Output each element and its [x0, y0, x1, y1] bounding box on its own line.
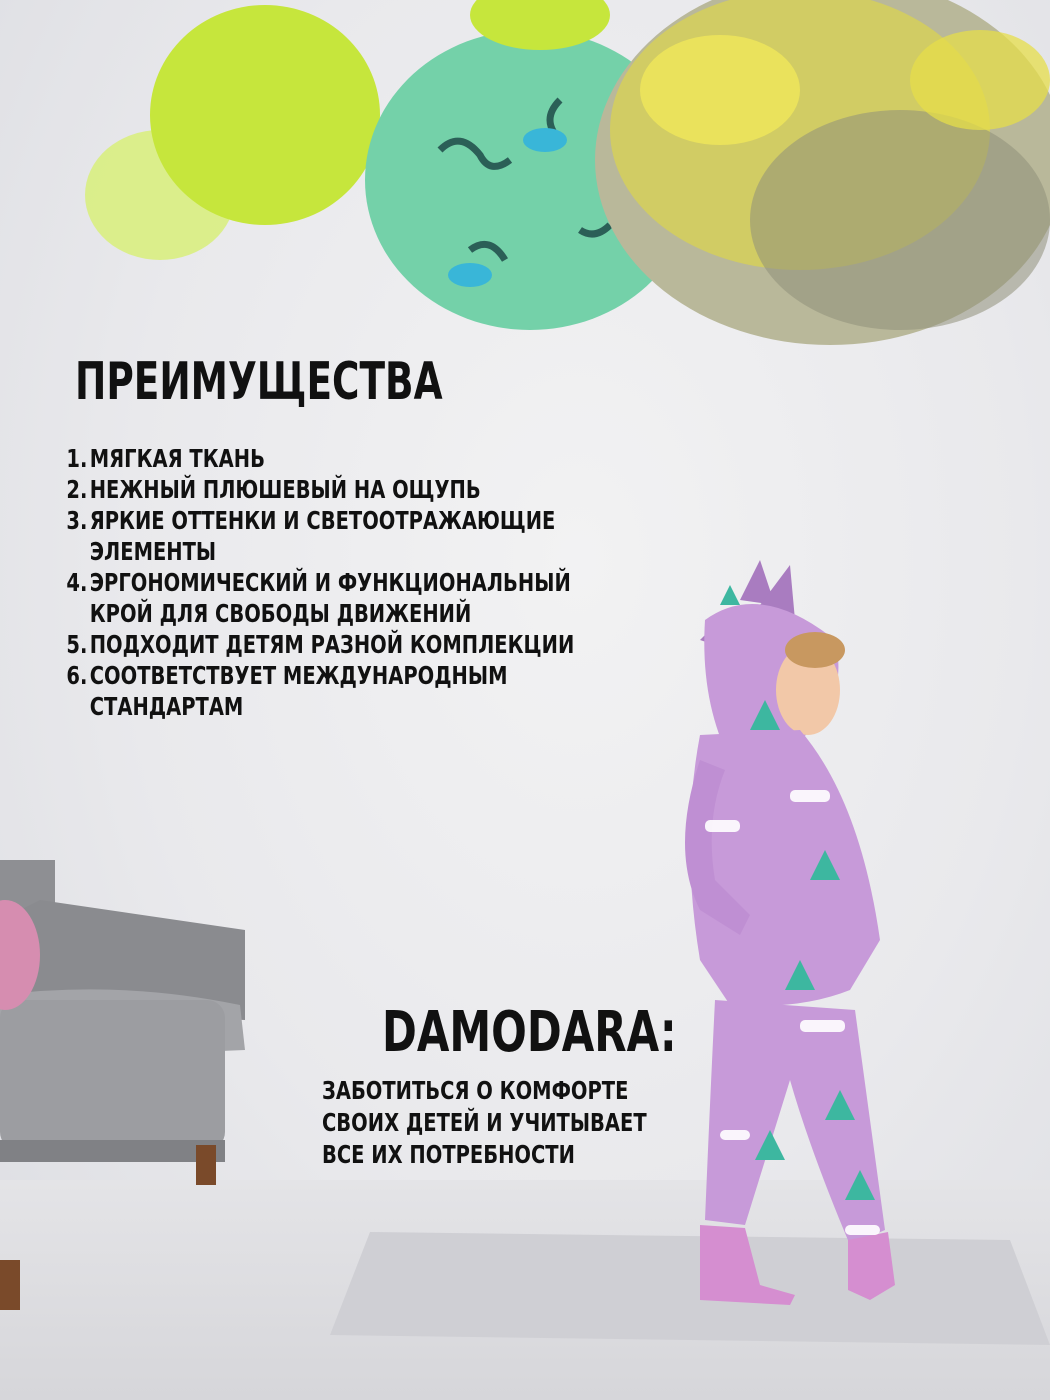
item-number: 4.	[66, 568, 88, 597]
item-number: 5.	[66, 630, 88, 659]
rug	[330, 1232, 1050, 1345]
hair	[785, 632, 845, 668]
brand-slogan: ЗАБОТИТЬСЯ О КОМФОРТЕ СВОИХ ДЕТЕЙ И УЧИТЫВАЕТ ВСЕ ИХ ПОТРЕБНОСТИ	[322, 1076, 647, 1169]
list-item	[64, 660, 657, 722]
armchair-leg	[196, 1145, 216, 1185]
balloon-spot	[448, 263, 492, 287]
list-item	[64, 443, 657, 474]
balloon-spot	[523, 128, 567, 152]
pants	[705, 1000, 885, 1245]
item-text: ПОДХОДИТ ДЕТЯМ РАЗНОЙ КОМПЛЕКЦИИ	[89, 630, 575, 659]
list-item	[64, 629, 657, 660]
item-number: 6.	[66, 661, 88, 690]
tinsel-spark	[910, 30, 1050, 130]
advantages-list	[64, 443, 657, 722]
list-item	[64, 567, 657, 629]
armchair-base	[0, 1140, 225, 1162]
armchair-seat	[0, 1000, 225, 1150]
item-text: МЯГКАЯ ТКАНЬ	[89, 444, 265, 473]
item-text: ЭРГОНОМИЧЕСКИЙ И ФУНКЦИОНАЛЬНЫЙ КРОЙ ДЛЯ СВОБОДЫ ДВИЖЕНИЙ	[89, 568, 571, 628]
list-item	[64, 474, 657, 505]
tinsel-balloon-image	[595, 0, 1050, 345]
item-text: ЯРКИЕ ОТТЕНКИ И СВЕТООТРАЖАЮЩИЕ ЭЛЕМЕНТЫ	[89, 506, 556, 566]
advantages-title: ПРЕИМУЩЕСТВА	[75, 352, 443, 412]
item-number: 2.	[66, 475, 88, 504]
armchair-leg	[0, 1260, 20, 1310]
green-balloon	[150, 5, 380, 225]
tinsel-shadow	[750, 110, 1050, 330]
item-text: СООТВЕТСТВУЕТ МЕЖДУНАРОДНЫМ СТАНДАРТАМ	[89, 661, 508, 721]
child-image	[685, 560, 895, 1305]
list-item	[64, 505, 657, 567]
item-text: НЕЖНЫЙ ПЛЮШЕВЫЙ НА ОЩУПЬ	[89, 475, 481, 504]
armchair-image	[0, 860, 245, 1310]
item-number: 1.	[66, 444, 88, 473]
item-number: 3.	[66, 506, 88, 535]
brand-name: DAMODARA:	[382, 1000, 677, 1065]
tinsel-spark	[640, 35, 800, 145]
